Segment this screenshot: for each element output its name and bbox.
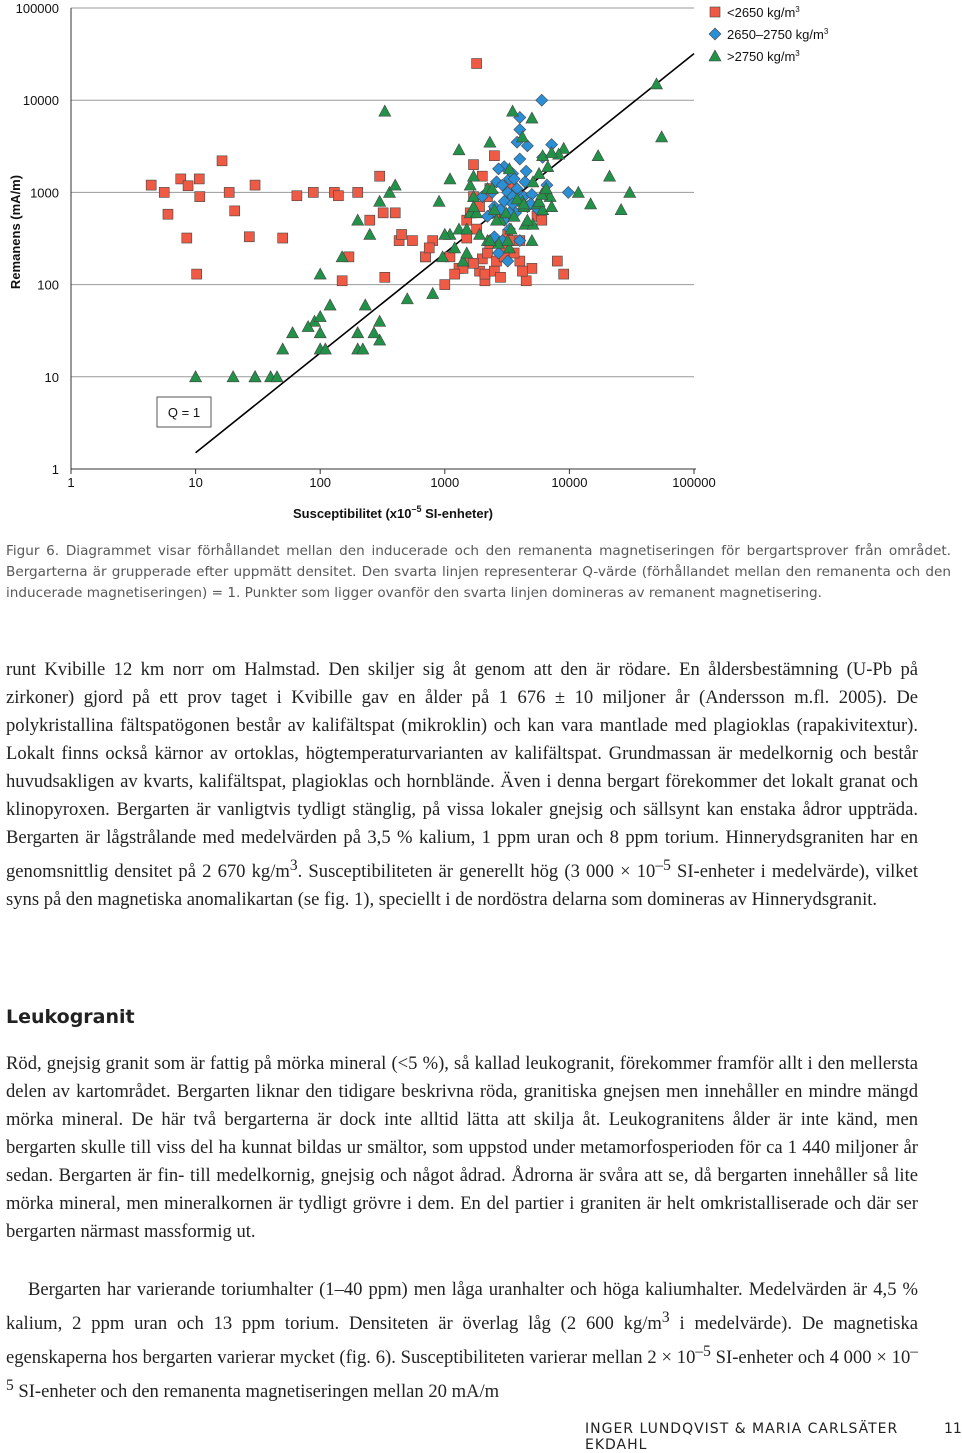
paragraph-1-text-b: . Susceptibiliteten är generellt hög (3 000 × 10 [297,861,656,883]
x-tick-labels [67,469,715,490]
legend-label-sup: 3 [795,5,800,14]
y-tick-label: 10 [44,369,59,385]
square-data-point [146,180,156,190]
square-data-point [521,276,531,286]
section-heading-leukogranit: Leukogranit [6,1006,135,1028]
paragraph-3-text-c: SI-enheter och 4 000 × 10 [710,1347,911,1369]
square-data-point [482,248,492,258]
square-data-point [380,272,390,282]
paragraph-1-text-a: runt Kvibille 12 km norr om Halmstad. Den skiljer sig åt genom att den är rödare. En åldersbestämning (U-Pb på zirkoner) gjord på ett prov taget i Kvibille gav en ålder på 1 676 ± 10 miljoner år (Andersson m.fl. 2005). De polykristallina fältspatögonen består av kalifältspat (mikroklin) och kan vara mantlade med plagioklas (rapakivitextur). Lokalt finns också kärnor av ortoklas, högtemperaturvarianten av kalifältspat. Grundmassan är medelkornig och består huvudsakligen av kvarts, kalifältspat, plagioklas och hornblände. Även i denna bergart förekommer det lokalt granat och klinopyroxen. Bergarten är vanligtvis tydligt stänglig, på vissa lokaler gnejsig och sällsynt kan enstaka ådror uppträda. Bergarten är lågstrålande med medelvärden på 3,5 % kalium, 1 ppm uran och 8 ppm torium. Hinnerydsgraniten har en genomsnittlig densitet på 2 670 kg/m [6,659,918,883]
square-data-point [194,174,204,184]
square-data-point [163,209,173,219]
paragraph-hinnerydsgranit [6,656,918,914]
diamond-data-point [520,165,532,177]
square-data-point [192,269,202,279]
diamond-data-point [514,153,526,165]
triangle-data-point [484,136,496,147]
square-data-point [527,263,537,273]
triangle-data-point [389,179,401,190]
square-data-point [250,180,260,190]
legend [696,0,960,72]
square-data-point [333,191,343,201]
legend-label [727,27,829,42]
triangle-data-point [526,235,538,246]
square-data-point [450,269,460,279]
square-data-point [224,187,234,197]
square-data-point [440,280,450,290]
triangle-data-point [352,327,364,338]
triangle-data-point [427,288,439,299]
paragraph-3-sup-a: 3 [661,1309,670,1326]
paragraph-leukogranit: Röd, gnejsig granit som är fattig på mörka mineral (<5 %), så kallad leukogranit, förekommer framför allt i den mellersta delen av kartområdet. Bergarten liknar den tidigare beskrivna röda, granitiska gnejsen men innehåller en mindre mängd mörka mineral. De här två bergarterna är dock inte alltid lätta att skilja åt. Leukogranitens ålder är inte känd, men bergarten skulle till viss del ha kunnat bildas ur smältor, som uppstod under metamorfosperioden för ca 1 440 miljoner år sedan. Bergarten är fin- till medelkornig, gnejsig och något ådrad. Ådrorna är svåra att se, då bergarten innehåller så lite mörka mineral, men mineralkornen är tydligt grövre i dem. En del partier i graniten är helt omkristalliserade och där ser bergarten närmast massformig ut. [6,1053,918,1242]
triangle-data-point [592,150,604,161]
scatter-chart [0,0,960,530]
paragraph-1-sup-b: –5 [655,857,671,874]
square-data-point [469,258,479,268]
triangle-data-point [615,204,627,215]
square-data-point [230,206,240,216]
triangle-data-point [287,327,299,338]
y-tick-label: 100 [37,277,59,293]
square-data-point [195,192,205,202]
paragraph-3-sup-c: –5 [6,1343,918,1395]
triangle-data-point [374,315,386,326]
y-tick-label: 100000 [15,1,59,16]
square-data-point [375,171,385,181]
triangle-data-point [461,247,473,258]
legend-label [727,5,800,20]
legend-label-base: >2750 kg/m [727,49,796,64]
paragraph-3-sup-b: –5 [695,1343,711,1361]
footer-authors: INGER LUNDQVIST & MARIA CARLSÄTER EKDAHL [585,1421,899,1453]
square-data-point [390,208,400,218]
square-data-point [420,252,430,262]
square-data-point [552,256,562,266]
legend-label-sup: 3 [795,49,800,58]
triangle-data-point [546,201,558,212]
x-tick-label: 1 [67,475,75,490]
triangle-data-point [453,144,465,155]
square-data-point [462,233,472,243]
legend-label-sup: 3 [823,27,829,36]
triangle-data-point [359,299,371,310]
x-tick-label: 100 [309,475,332,490]
legend-label [727,49,800,64]
paragraph-1-text-c: SI-enheter i medelvärde), vilket syns på den magnetiska anomalikartan (se fig. 1), speciellt i de nordöstra delarna som domineras av Hinnerydsgranit. [6,861,918,911]
caption-label: Figur 6. [6,543,60,559]
x-tick-label: 10000 [551,475,588,490]
square-data-point [292,191,302,201]
y-tick-label: 1 [51,462,59,477]
square-data-point [378,208,388,218]
y-tick-label: 10000 [22,93,59,109]
x-tick-label: 1000 [430,475,460,490]
triangle-data-point [379,105,391,116]
legend-label-base: 2650–2750 kg/m [727,27,824,42]
square-data-point [217,156,227,166]
x-tick-label: 10 [188,475,203,490]
triangle-data-point [507,105,519,116]
square-data-point [537,215,547,225]
triangle-data-point [604,170,616,181]
figure-caption [6,541,951,604]
triangle-data-point [314,311,326,322]
triangle-data-point [546,147,558,158]
triangle-data-point [444,173,456,184]
triangle-data-point [368,327,380,338]
x-tick-label: 100000 [672,475,716,490]
x-axis-label-sup: –5 [411,504,422,514]
paragraph-3-text-d: SI-enheter och den remanenta magnetiseringen mellan 20 mA/m [13,1381,500,1403]
triangle-data-point [364,228,376,239]
x-axis-label-tail: SI-enheter) [421,506,494,521]
square-data-point [397,229,407,239]
caption-text: Diagrammet visar förhållandet mellan den inducerade och den remanenta magnetiseringen för bergartsprover från området. Bergarterna är grupperade efter uppmätt densitet. Den svarta linjen representerar Q-värde (förhållandet mellan den remanenta och den inducerade magnetiseringen) = 1. Punkter som ligger ovanför den svarta linjen domineras av remanent magnetisering. [6,543,951,601]
square-data-point [424,243,434,253]
triangle-data-point [277,343,289,354]
square-data-point [337,276,347,286]
triangle-data-point [324,299,336,310]
triangle-data-point [352,214,364,225]
triangle-data-point [521,214,533,225]
square-data-point [159,187,169,197]
legend-marker-square [710,7,720,17]
square-data-point [183,181,193,191]
square-data-point [480,269,490,279]
y-axis-label: Remanens (mA/m) [8,174,23,290]
square-data-point [469,160,479,170]
square-data-point [517,266,527,276]
square-data-point [244,232,254,242]
legend-label-base: <2650 kg/m [727,5,796,20]
square-data-point [308,187,318,197]
triangle-data-point [656,131,668,142]
square-data-point [559,269,569,279]
triangle-data-point [433,195,445,206]
triangle-data-point [401,293,413,304]
square-data-point [489,151,499,161]
square-data-point [365,215,375,225]
data-points [146,59,667,382]
q1-annotation-box [157,397,211,427]
triangle-data-point [314,268,326,279]
paragraph-leukogranit-geochem [6,1276,918,1407]
triangle-data-point [449,242,461,253]
x-axis-label [293,504,493,521]
square-data-point [353,187,363,197]
square-data-point [182,233,192,243]
square-data-point [278,233,288,243]
square-data-point [407,236,417,246]
paragraph-1-sup-a: 3 [289,857,298,874]
paragraph-3-text-a: Bergarten har varierande toriumhalter (1–40 ppm) men låga uranhalter och höga kaliumhalter. Medelvärden är 4,5 % kalium, 2 ppm uran och 13 ppm torium. Densiteten är överlag låg (2 600 kg/m [6,1279,918,1335]
triangle-data-point [526,112,538,123]
square-data-point [472,59,482,69]
triangle-data-point [585,198,597,209]
paragraph-3-text-b: i medelvärde). De magnetiska egenskaperna hos bergarten varierar mycket (fig. 6). Susceptibiliteten varierar mellan 2 × 10 [6,1313,919,1369]
q1-annotation-label: Q = 1 [167,405,201,420]
page-number: 11 [944,1421,962,1437]
diamond-data-point [536,94,548,106]
x-axis-label-base: Susceptibilitet (x10 [292,506,412,521]
y-tick-label: 1000 [30,185,59,201]
square-data-point [496,272,506,282]
triangle-data-point [314,327,326,338]
